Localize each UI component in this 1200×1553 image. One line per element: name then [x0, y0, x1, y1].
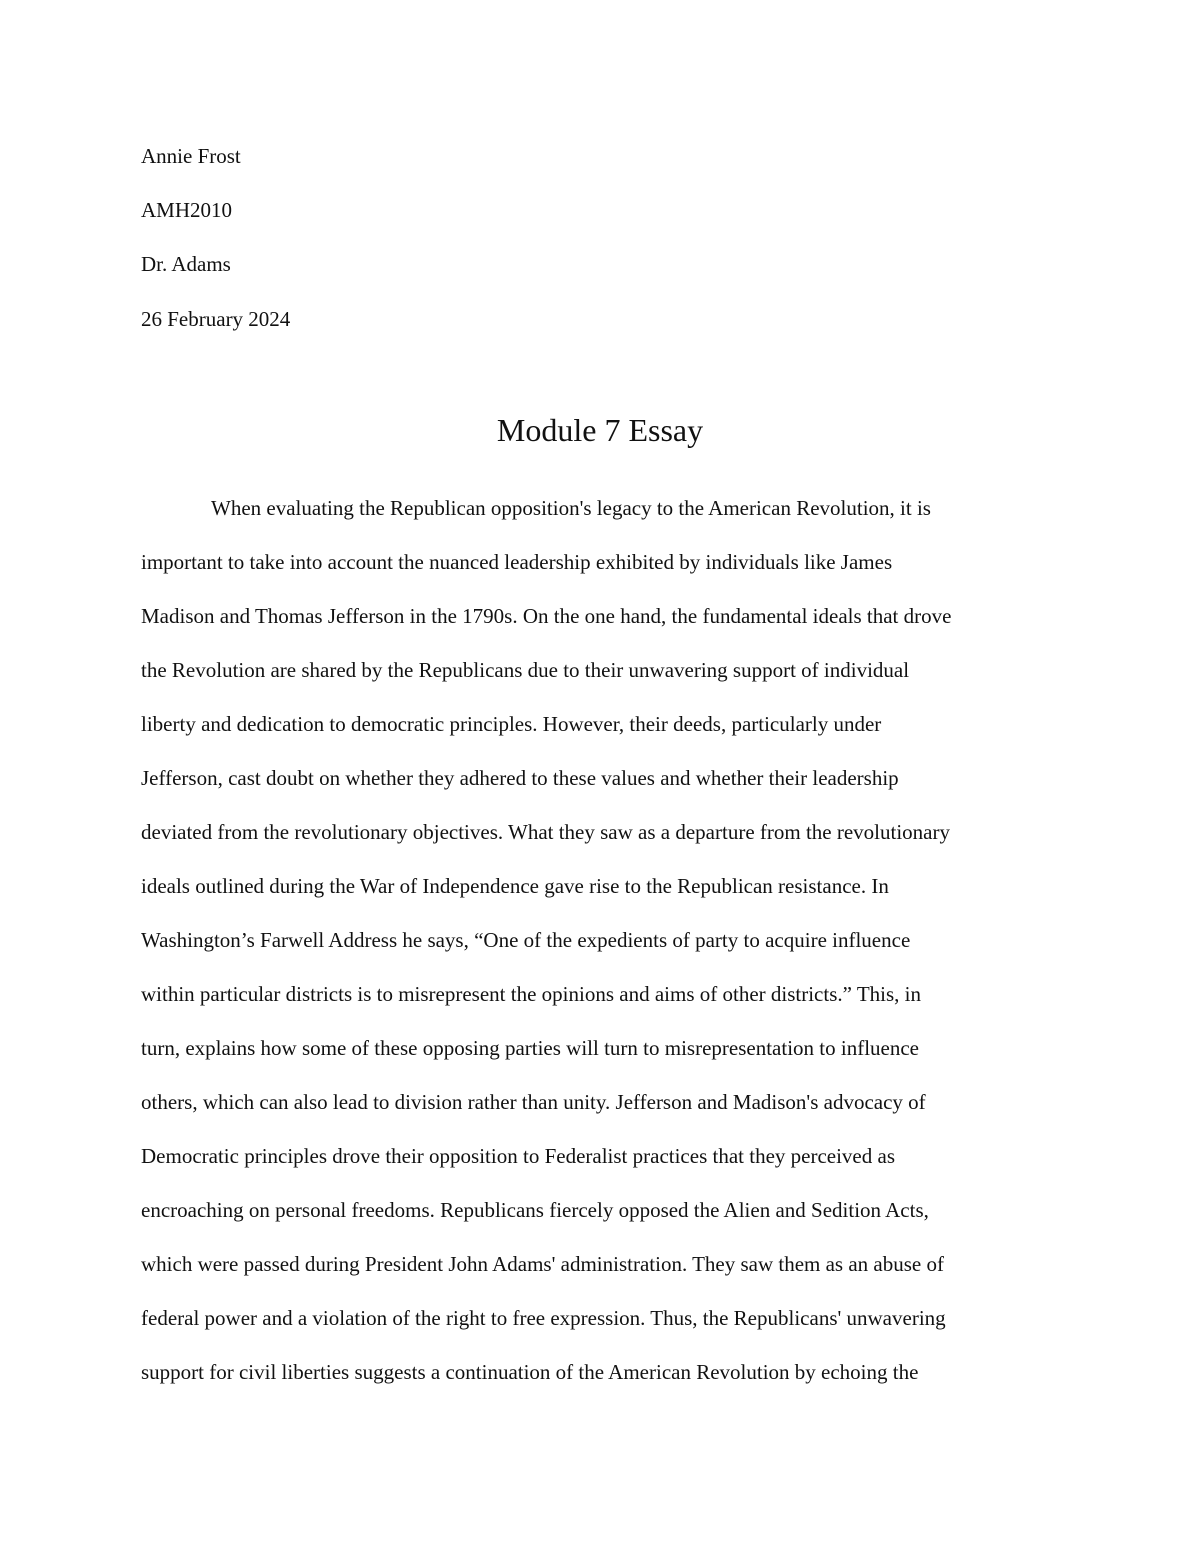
- document-title: Module 7 Essay: [496, 412, 704, 448]
- author-name: Annie Frost: [141, 144, 241, 168]
- paragraph-line: important to take into account the nuanced leadership exhibited by individuals like James: [141, 550, 893, 574]
- paragraph-line: turn, explains how some of these opposing parties will turn to misrepresentation to influence: [141, 1036, 920, 1060]
- paragraph-line: Democratic principles drove their opposition to Federalist practices that they perceived as: [141, 1144, 895, 1168]
- paragraph-line: federal power and a violation of the right to free expression. Thus, the Republicans' unwavering: [141, 1306, 946, 1330]
- paragraph-line: Madison and Thomas Jefferson in the 1790s. On the one hand, the fundamental ideals that drove: [141, 604, 952, 628]
- paragraph-line: When evaluating the Republican opposition's legacy to the American Revolution, it is: [211, 496, 931, 520]
- document-date: 26 February 2024: [141, 307, 291, 331]
- paragraph-line: which were passed during President John Adams' administration. They saw them as an abuse of: [141, 1252, 944, 1276]
- paragraph-line: within particular districts is to misrepresent the opinions and aims of other districts.” This, in: [141, 982, 921, 1006]
- paragraph-line: support for civil liberties suggests a continuation of the American Revolution by echoing the: [141, 1360, 919, 1384]
- instructor-name: Dr. Adams: [141, 252, 231, 276]
- course-code: AMH2010: [141, 198, 233, 222]
- paragraph-line: Jefferson, cast doubt on whether they adhered to these values and whether their leadership: [141, 766, 899, 790]
- paragraph-line: deviated from the revolutionary objectives. What they saw as a departure from the revolutionary: [141, 820, 950, 844]
- paragraph-line: the Revolution are shared by the Republicans due to their unwavering support of individual: [141, 658, 910, 682]
- paragraph-line: others, which can also lead to division rather than unity. Jefferson and Madison's advocacy of: [141, 1090, 926, 1114]
- paragraph-line: ideals outlined during the War of Independence gave rise to the Republican resistance. In: [141, 874, 889, 898]
- paragraph-line: encroaching on personal freedoms. Republicans fiercely opposed the Alien and Sedition Acts,: [141, 1198, 929, 1222]
- paragraph-line: liberty and dedication to democratic principles. However, their deeds, particularly under: [141, 712, 882, 736]
- paragraph-line: Washington’s Farwell Address he says, “One of the expedients of party to acquire influence: [141, 928, 911, 952]
